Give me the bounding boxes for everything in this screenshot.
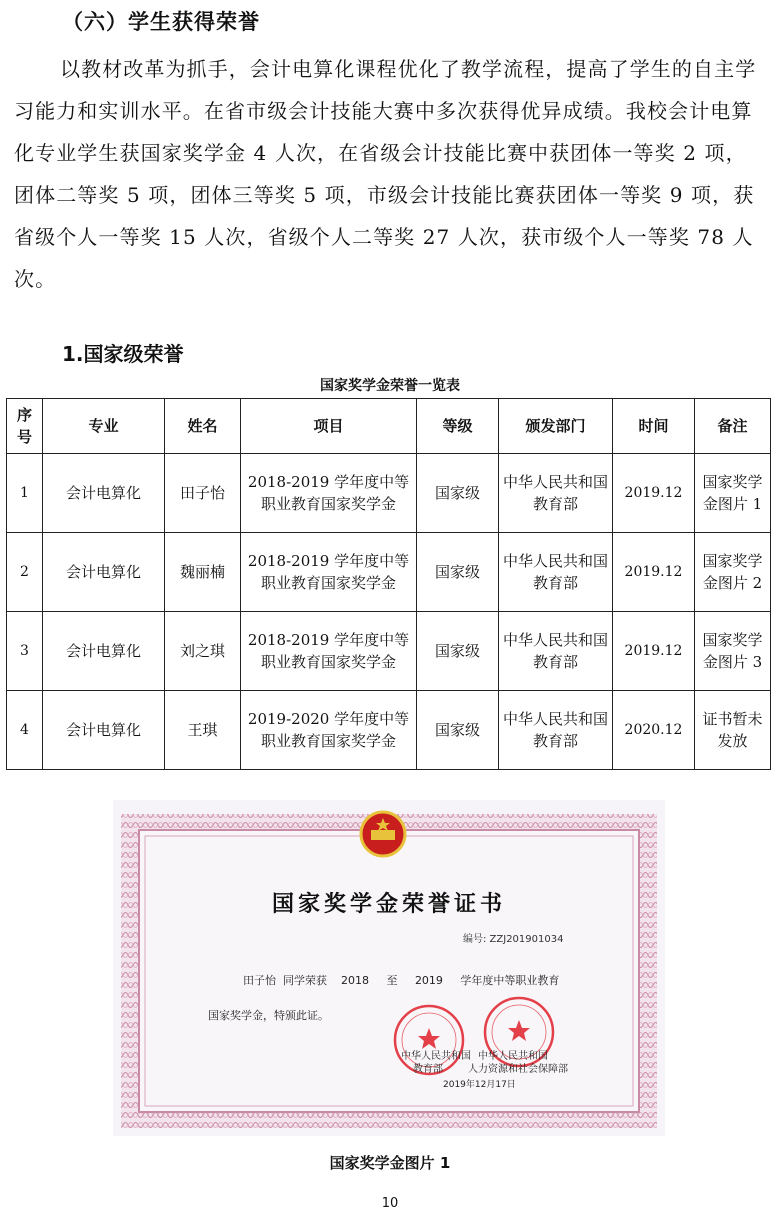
certificate-date: 2019年12月17日 [443,1080,516,1090]
cell-level: 国家级 [417,533,499,612]
section-heading: （六）学生获得荣誉 [62,10,260,34]
cell-remark: 证书暂未发放 [695,691,771,770]
cell-index: 4 [7,691,43,770]
cell-project: 2018-2019 学年度中等职业教育国家奖学金 [241,454,417,533]
cell-name: 魏丽楠 [165,533,241,612]
table-title: 国家奖学金荣誉一览表 [320,378,460,394]
header-major: 专业 [43,399,165,454]
header-level: 等级 [417,399,499,454]
cell-remark: 国家奖学金图片 2 [695,533,771,612]
cell-index: 3 [7,612,43,691]
cell-issuer: 中华人民共和国教育部 [499,533,613,612]
cell-time: 2019.12 [613,533,695,612]
cell-name: 刘之琪 [165,612,241,691]
table-header-row [7,399,771,454]
certificate-issuer1: 中华人民共和国 [401,1051,471,1062]
header-remark: 备注 [695,399,771,454]
certificate-line2: 国家奖学金，特颁此证。 [208,1009,329,1022]
table-row [7,454,771,533]
header-project: 项目 [241,399,417,454]
image-caption: 国家奖学金图片 1 [329,1154,451,1172]
cell-index: 1 [7,454,43,533]
certificate-image [113,800,665,1136]
cell-major: 会计电算化 [43,454,165,533]
cell-remark: 国家奖学金图片 1 [695,454,771,533]
page-number: 10 [381,1196,399,1211]
cell-project: 2018-2019 学年度中等职业教育国家奖学金 [241,612,417,691]
intro-paragraph [14,48,766,300]
certificate-issuer2: 中华人民共和国 [478,1051,548,1062]
cell-level: 国家级 [417,612,499,691]
cell-level: 国家级 [417,454,499,533]
certificate-line1: 田子怡 同学荣获 2018 至 2019 学年度中等职业教育 [243,974,560,987]
cell-level: 国家级 [417,691,499,770]
cell-name: 田子怡 [165,454,241,533]
cell-major: 会计电算化 [43,612,165,691]
cell-time: 2020.12 [613,691,695,770]
honor-table [6,398,771,770]
cell-time: 2019.12 [613,612,695,691]
table-row [7,612,771,691]
table-row [7,691,771,770]
cell-issuer: 中华人民共和国教育部 [499,691,613,770]
certificate-number: 编号: ZZJ201901034 [463,934,564,945]
certificate-issuer2b: 人力资源和社会保障部 [468,1064,568,1075]
cell-project: 2019-2020 学年度中等职业教育国家奖学金 [241,691,417,770]
cell-major: 会计电算化 [43,533,165,612]
cell-issuer: 中华人民共和国教育部 [499,612,613,691]
header-name: 姓名 [165,399,241,454]
certificate-frame [113,800,665,1136]
table-row [7,533,771,612]
header-index: 序号 [7,399,43,454]
cell-major: 会计电算化 [43,691,165,770]
certificate-title: 国家奖学金荣誉证书 [271,891,506,917]
header-issuer: 颁发部门 [499,399,613,454]
cell-name: 王琪 [165,691,241,770]
national-emblem-icon [361,812,405,856]
cell-time: 2019.12 [613,454,695,533]
cell-remark: 国家奖学金图片 3 [695,612,771,691]
intro-text: 以教材改革为抓手，会计电算化课程优化了教学流程，提高了学生的自主学习能力和实训水平。在省市级会计技能大赛中多次获得优异成绩。我校会计电算化专业学生获国家奖学金 4 人次，在省级会计技能比赛中获团体一等奖 2 项，团体二等奖 5 项，团体三等奖 5 项，市级会计技能比赛获团体一等奖 9 项，获省级个人一等奖 15 人次，省级个人二等奖 27 人次，获市级个人一等奖 78 人次。 [14,57,757,291]
cell-project: 2018-2019 学年度中等职业教育国家奖学金 [241,533,417,612]
cell-issuer: 中华人民共和国教育部 [499,454,613,533]
certificate-issuer1b: 教育部 [413,1064,443,1075]
header-time: 时间 [613,399,695,454]
subheading: 1.国家级荣誉 [62,342,184,366]
cell-index: 2 [7,533,43,612]
